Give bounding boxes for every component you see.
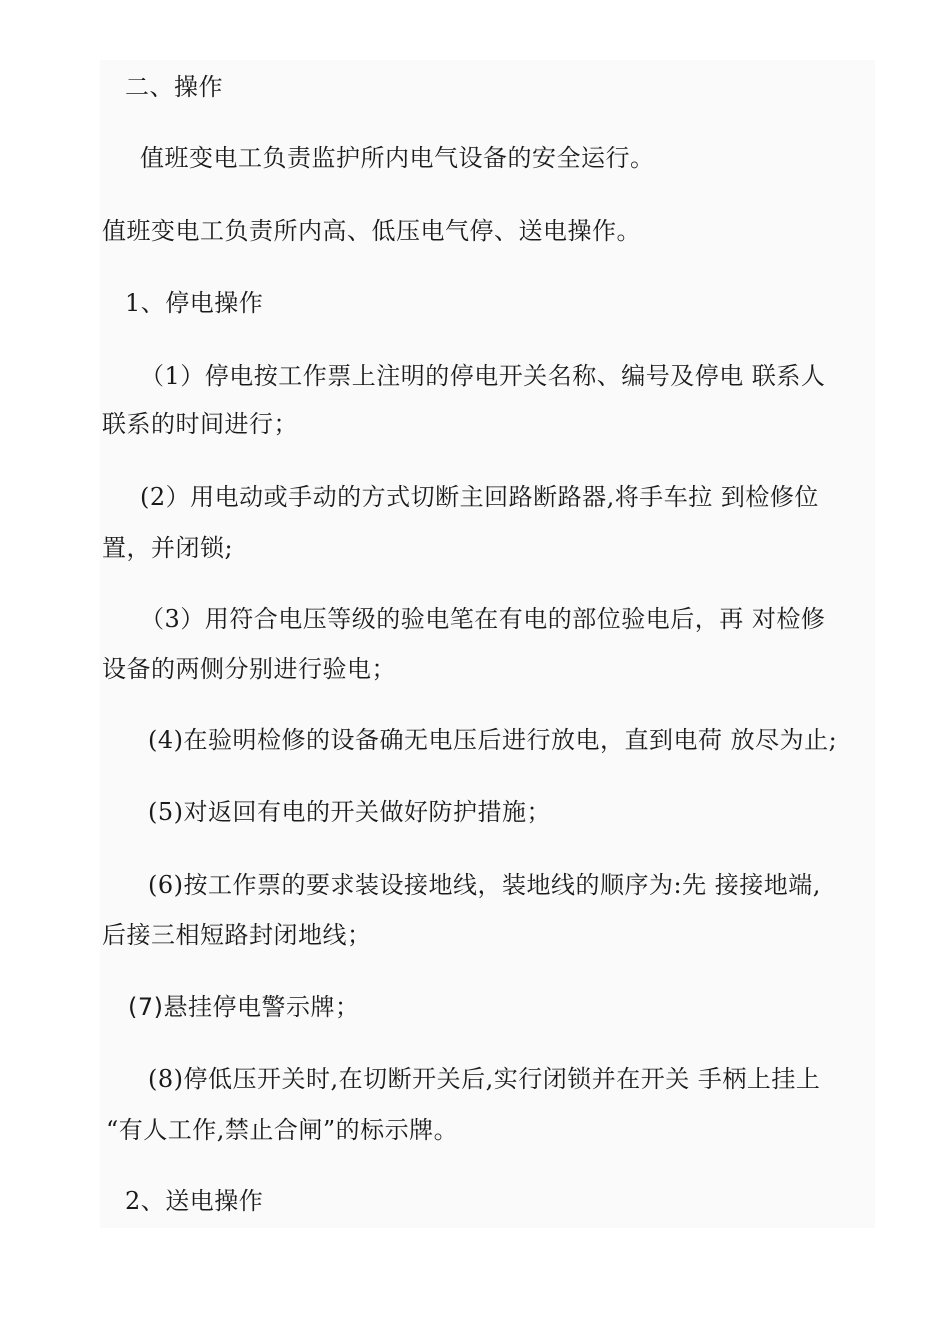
list-item-2-line-2: 置，并闭锁;: [102, 534, 234, 562]
list-item-6-line-1: (6)按工作票的要求装设接地线，装地线的顺序为:先 接接地端,: [148, 871, 821, 899]
paragraph-2: 值班变电工负责所内高、低压电气停、送电操作。: [102, 217, 641, 245]
list-item-6-line-2: 后接三相短路封闭地线；: [102, 921, 372, 949]
list-item-3-line-1: （3）用符合电压等级的验电笔在有电的部位验电后，再 对检修: [140, 605, 826, 633]
paragraph-1: 值班变电工负责监护所内电气设备的安全运行。: [140, 144, 655, 172]
subsection-2-title: 2、送电操作: [125, 1187, 264, 1215]
list-item-7: (7)悬挂停电警示牌；: [128, 993, 360, 1021]
list-item-8-line-2: “有人工作,禁止合闸”的标示牌。: [106, 1116, 459, 1144]
list-item-4: (4)在验明检修的设备确无电压后进行放电，直到电荷 放尽为止;: [148, 726, 838, 754]
list-item-1-line-2: 联系的时间进行；: [102, 410, 298, 438]
section-title: 二、操作: [125, 73, 223, 101]
list-item-1-line-1: （1）停电按工作票上注明的停电开关名称、编号及停电 联系人: [140, 362, 826, 390]
list-item-8-line-1: (8)停低压开关时,在切断开关后,实行闭锁并在开关 手柄上挂上: [148, 1065, 821, 1093]
list-item-2-line-1: (2）用电动或手动的方式切断主回路断路器,将手车拉 到检修位: [140, 483, 819, 511]
list-item-3-line-2: 设备的两侧分别进行验电；: [102, 655, 396, 683]
list-item-5: (5)对返回有电的开关做好防护措施；: [148, 798, 551, 826]
subsection-1-title: 1、停电操作: [125, 289, 264, 317]
